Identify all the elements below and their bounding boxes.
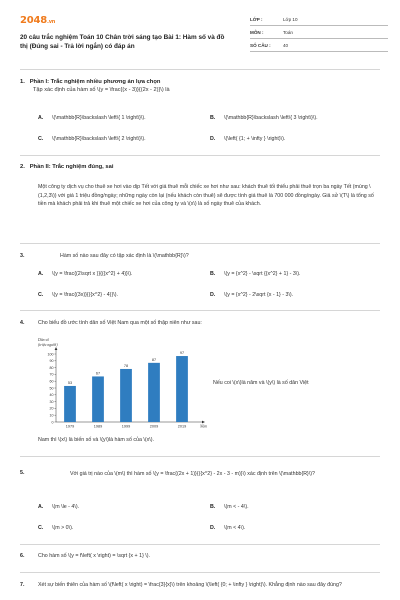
option-a[interactable]	[38, 271, 210, 279]
x-tick-label: 2009	[149, 424, 159, 429]
bar-value-label: 67	[95, 371, 101, 376]
option-letter: B.	[210, 115, 216, 121]
option-a[interactable]	[38, 504, 210, 512]
divider	[20, 310, 380, 311]
meta-row-class	[250, 13, 388, 26]
question-1	[20, 78, 170, 95]
option-text: \(y = {x^2} - \sqrt {{x^2} + 1} - 3\).	[224, 271, 301, 277]
option-text: \(\mathbb{R}\backslash \left\{ 2 \right\}\).	[52, 136, 146, 142]
option-letter: D.	[210, 525, 216, 531]
option-letter: B.	[210, 504, 216, 510]
y-tick-label: 40	[49, 393, 54, 398]
option-d[interactable]	[210, 525, 245, 533]
question-number: 2.	[20, 164, 25, 170]
options-row	[38, 504, 378, 512]
question-4-text: Cho biểu đồ ước tính dân số Việt Nam qua một số thập niên như sau:	[38, 320, 202, 326]
question-2-paragraph: Một công ty dịch vụ cho thuê xe hơi vào dịp Tết với giá thuê mỗi chiếc xe hơi như sau: khách thuê tối thiểu phải thuê trọn ba ngày Tết (mùng \(1,2,3\)) với giá 1 triệu đồng/ngày; những ngày còn lại (nếu khách còn thuê) sẽ được tính giá thuê là 700 000 đồng/ngày. Giả sử \(T\) là tổng số tiền mà khách phải trả khi thuê một chiếc xe hơi của công ty và \(x\) là số ngày thuê của khách.	[38, 184, 374, 208]
options-row	[38, 136, 378, 144]
divider	[20, 572, 380, 573]
option-b[interactable]	[210, 271, 301, 279]
y-tick-label: 90	[49, 359, 54, 364]
question-6-text: Cho hàm số \(y = f\left( x \right) = \sqrt {x + 1} \).	[38, 553, 151, 559]
bar	[92, 376, 104, 422]
option-d[interactable]	[210, 292, 293, 300]
bar-value-label: 97	[179, 351, 185, 356]
bar-value-label: 87	[151, 358, 157, 363]
option-text: \(y = {x^2} - 2\sqrt {x - 1} - 3\).	[224, 292, 294, 298]
question-7-text: Xét sự biến thiên của hàm số \(f\left( x \right) = \frac{3}{x}\) trên khoảng \(\left( {0; + \infty } \right)\). Khẳng định nào sau đây đúng?	[38, 582, 342, 588]
y-tick-label: 80	[49, 365, 54, 370]
option-letter: A.	[38, 115, 44, 121]
population-chart-svg	[36, 332, 206, 432]
option-letter: A.	[38, 271, 44, 277]
question-4-side-text: Nếu coi \(x\)là năm và \(y\) là số dân Việt	[213, 380, 309, 386]
y-axis-arrow	[55, 347, 58, 350]
bar	[120, 369, 132, 422]
divider	[20, 544, 380, 545]
option-letter: C.	[38, 136, 44, 142]
population-chart	[36, 332, 206, 432]
question-3-text: Hàm số nào sau đây có tập xác định là \(\mathbb{R}\)?	[60, 253, 189, 259]
options-row	[38, 525, 378, 533]
y-tick-label: 10	[49, 413, 54, 418]
option-text: \(y = \frac{(2\sqrt x )}{({x^2} + 4)}\).	[52, 271, 133, 277]
document-meta	[250, 13, 388, 52]
document-title: 20 câu trắc nghiệm Toán 10 Chân trời sáng tạo Bài 1: Hàm số và đồ thị (Đúng sai - Trả lời ngắn) có đáp án	[20, 34, 225, 51]
x-tick-label: 2019	[177, 424, 187, 429]
option-b[interactable]	[210, 115, 318, 123]
question-number: 5.	[20, 470, 25, 476]
meta-row-subject	[250, 26, 388, 39]
option-text: \(\mathbb{R}\backslash \left\{ 3 \right\}\).	[224, 115, 318, 121]
option-text: \(m < 4\).	[224, 525, 246, 531]
option-a[interactable]	[38, 115, 210, 123]
document-header	[0, 0, 400, 62]
option-text: \(m \le - 4\).	[52, 504, 80, 510]
options-row	[38, 292, 378, 300]
question-5-text: Với giá trị nào của \(m\) thì hàm số \(y = \frac{(2x + 1)}{({x^2} - 2x - 3 - m)}\) xác định trên \(\mathbb{R}\)?	[70, 471, 316, 477]
bar-value-label: 78	[123, 364, 129, 369]
option-letter: A.	[38, 504, 44, 510]
y-axis-label: Dân số	[38, 338, 49, 342]
meta-value: Toán	[283, 30, 293, 36]
option-c[interactable]	[38, 136, 210, 144]
y-tick-label: 70	[49, 372, 54, 377]
y-tick-label: 50	[49, 386, 54, 391]
y-tick-label: 0	[51, 420, 54, 425]
x-axis-label: Năm	[200, 424, 208, 429]
option-text: \(m > 0\).	[52, 525, 74, 531]
bar-value-label: 53	[67, 381, 73, 386]
x-tick-label: 1999	[121, 424, 131, 429]
question-4-continuation: Nam thì \(x\) là biến số và \(y\)là hàm số của \(x\).	[38, 437, 154, 443]
bar	[176, 356, 188, 422]
meta-key: LỚP :	[250, 17, 263, 23]
option-letter: C.	[38, 525, 44, 531]
x-tick-label: 1989	[93, 424, 103, 429]
meta-key: MÔN :	[250, 30, 264, 36]
option-letter: B.	[210, 271, 216, 277]
question-2-heading	[20, 163, 113, 171]
meta-row-count	[250, 39, 388, 52]
y-tick-label: 60	[49, 379, 54, 384]
meta-value: Lớp 10	[283, 17, 298, 23]
part1-heading	[20, 78, 170, 86]
question-number: 1.	[20, 79, 25, 85]
option-text: \(\mathbb{R}\backslash \left\{ 1 \right\}\).	[52, 115, 146, 121]
option-d[interactable]	[210, 136, 285, 144]
x-axis-arrow	[202, 421, 205, 424]
meta-key: SỐ CÂU :	[250, 43, 271, 49]
x-tick-label: 1979	[65, 424, 75, 429]
option-text: \(m < - 4\).	[224, 504, 249, 510]
question-number: 3.	[20, 253, 25, 259]
option-c[interactable]	[38, 292, 210, 300]
part1-title: Phần I: Trắc nghiệm nhiều phương án lựa chọn	[29, 79, 161, 85]
question-number: 7.	[20, 582, 25, 588]
y-tick-label: 100	[47, 352, 54, 357]
part2-title: Phần II: Trắc nghiệm đúng, sai	[29, 164, 114, 170]
divider	[20, 155, 380, 156]
option-b[interactable]	[210, 504, 249, 512]
option-letter: D.	[210, 292, 216, 298]
option-c[interactable]	[38, 525, 210, 533]
options-row	[38, 115, 378, 123]
question-number: 4.	[20, 320, 25, 326]
y-tick-label: 30	[49, 399, 54, 404]
question-text: Tập xác định của hàm số \(y = \frac{(x - 3)}{(2x - 2)}\) là	[33, 87, 170, 94]
divider	[20, 456, 380, 457]
logo-suffix: .vn	[47, 19, 56, 25]
options-row	[38, 271, 378, 279]
meta-value: 40	[283, 43, 289, 49]
option-text: \(y = \frac{(3x)}{({x^2} - 4)}\).	[52, 292, 118, 298]
option-text: \(\left( {1; + \infty } \right)\).	[224, 136, 286, 142]
question-number: 6.	[20, 553, 25, 559]
option-letter: C.	[38, 292, 44, 298]
option-letter: D.	[210, 136, 216, 142]
site-logo[interactable]	[20, 14, 55, 29]
y-tick-label: 20	[49, 406, 54, 411]
divider	[20, 243, 380, 244]
y-axis-label-unit: (triệu người)	[38, 343, 58, 347]
bar	[148, 363, 160, 422]
bar	[64, 386, 76, 422]
logo-main: 2048	[20, 15, 48, 26]
divider	[20, 69, 380, 70]
